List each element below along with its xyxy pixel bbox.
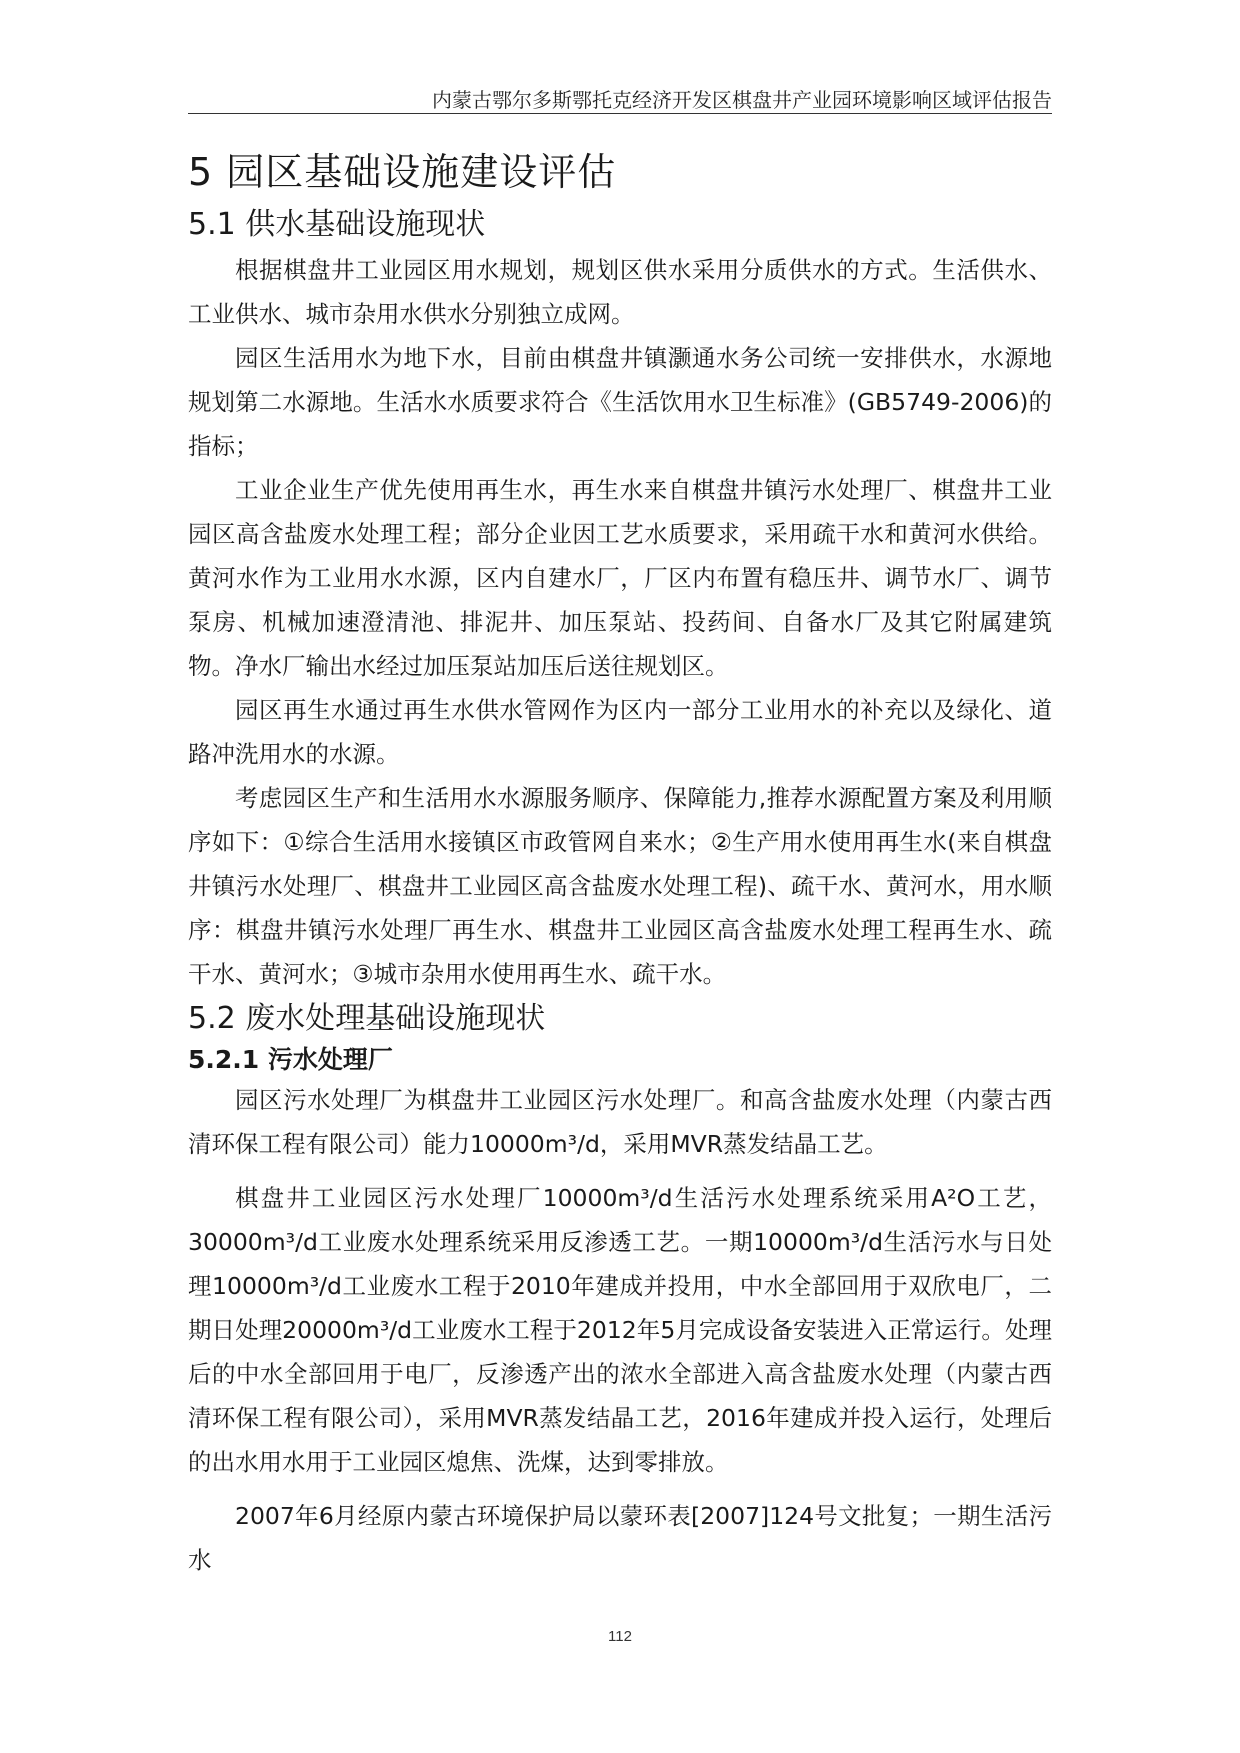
chapter-heading: 5 园区基础设施建设评估 — [188, 150, 617, 194]
paragraph: 工业企业生产优先使用再生水，再生水来自棋盘井镇污水处理厂、棋盘井工业园区高含盐废水处理工程；部分企业因工艺水质要求，采用疏干水和黄河水供给。黄河水作为工业用水水源，区内自建水厂，厂区内布置有稳压井、调节水厂、调节泵房、机械加速澄清池、排泥井、加压泵站、投药间、自备水厂及其它附属建筑物。净水厂输出水经过加压泵站加压后送往规划区。 — [188, 476, 1052, 680]
header-divider — [188, 113, 1052, 114]
paragraph: 园区污水处理厂为棋盘井工业园区污水处理厂。和高含盐废水处理（内蒙古西清环保工程有限公司）能力10000m³/d，采用MVR蒸发结晶工艺。 — [188, 1086, 1052, 1158]
paragraph-spacer — [188, 1484, 1052, 1494]
subsection-heading-5-2-1: 5.2.1 污水处理厂 — [188, 1045, 393, 1074]
page-number: 112 — [608, 1628, 632, 1645]
paragraph: 2007年6月经原内蒙古环境保护局以蒙环表[2007]124号文批复；一期生活污水 — [188, 1502, 1052, 1574]
section-heading-5-2: 5.2 废水处理基础设施现状 — [188, 1001, 546, 1036]
paragraph: 考虑园区生产和生活用水水源服务顺序、保障能力,推荐水源配置方案及利用顺序如下：①综合生活用水接镇区市政管网自来水；②生产用水使用再生水(来自棋盘井镇污水处理厂、棋盘井工业园区高含盐废水处理工程)、疏干水、黄河水，用水顺序：棋盘井镇污水处理厂再生水、棋盘井工业园区高含盐废水处理工程再生水、疏干水、黄河水；③城市杂用水使用再生水、疏干水。 — [188, 784, 1052, 988]
paragraph: 棋盘井工业园区污水处理厂10000m³/d生活污水处理系统采用A²O工艺，30000m³/d工业废水处理系统采用反渗透工艺。一期10000m³/d生活污水与日处理10000m³/d工业废水工程于2010年建成并投用，中水全部回用于双欣电厂，二期日处理20000m³/d工业废水工程于2012年5月完成设备安装进入正常运行。处理后的中水全部回用于电厂，反渗透产出的浓水全部进入高含盐废水处理（内蒙古西清环保工程有限公司），采用MVR蒸发结晶工艺，2016年建成并投入运行，处理后的出水用水用于工业园区熄焦、洗煤，达到零排放。 — [188, 1184, 1052, 1476]
paragraph: 根据棋盘井工业园区用水规划，规划区供水采用分质供水的方式。生活供水、工业供水、城市杂用水供水分别独立成网。 — [188, 256, 1052, 328]
paragraph: 园区再生水通过再生水供水管网作为区内一部分工业用水的补充以及绿化、道路冲洗用水的水源。 — [188, 696, 1052, 768]
running-header: 内蒙古鄂尔多斯鄂托克经济开发区棋盘井产业园环境影响区域评估报告 — [432, 88, 1052, 112]
page-body — [188, 148, 1052, 1582]
paragraph: 园区生活用水为地下水，目前由棋盘井镇灏通水务公司统一安排供水，水源地规划第二水源地。生活水水质要求符合《生活饮用水卫生标准》(GB5749-2006)的指标； — [188, 344, 1052, 460]
section-heading-5-1: 5.1 供水基础设施现状 — [188, 207, 486, 242]
paragraph-spacer — [188, 1166, 1052, 1176]
